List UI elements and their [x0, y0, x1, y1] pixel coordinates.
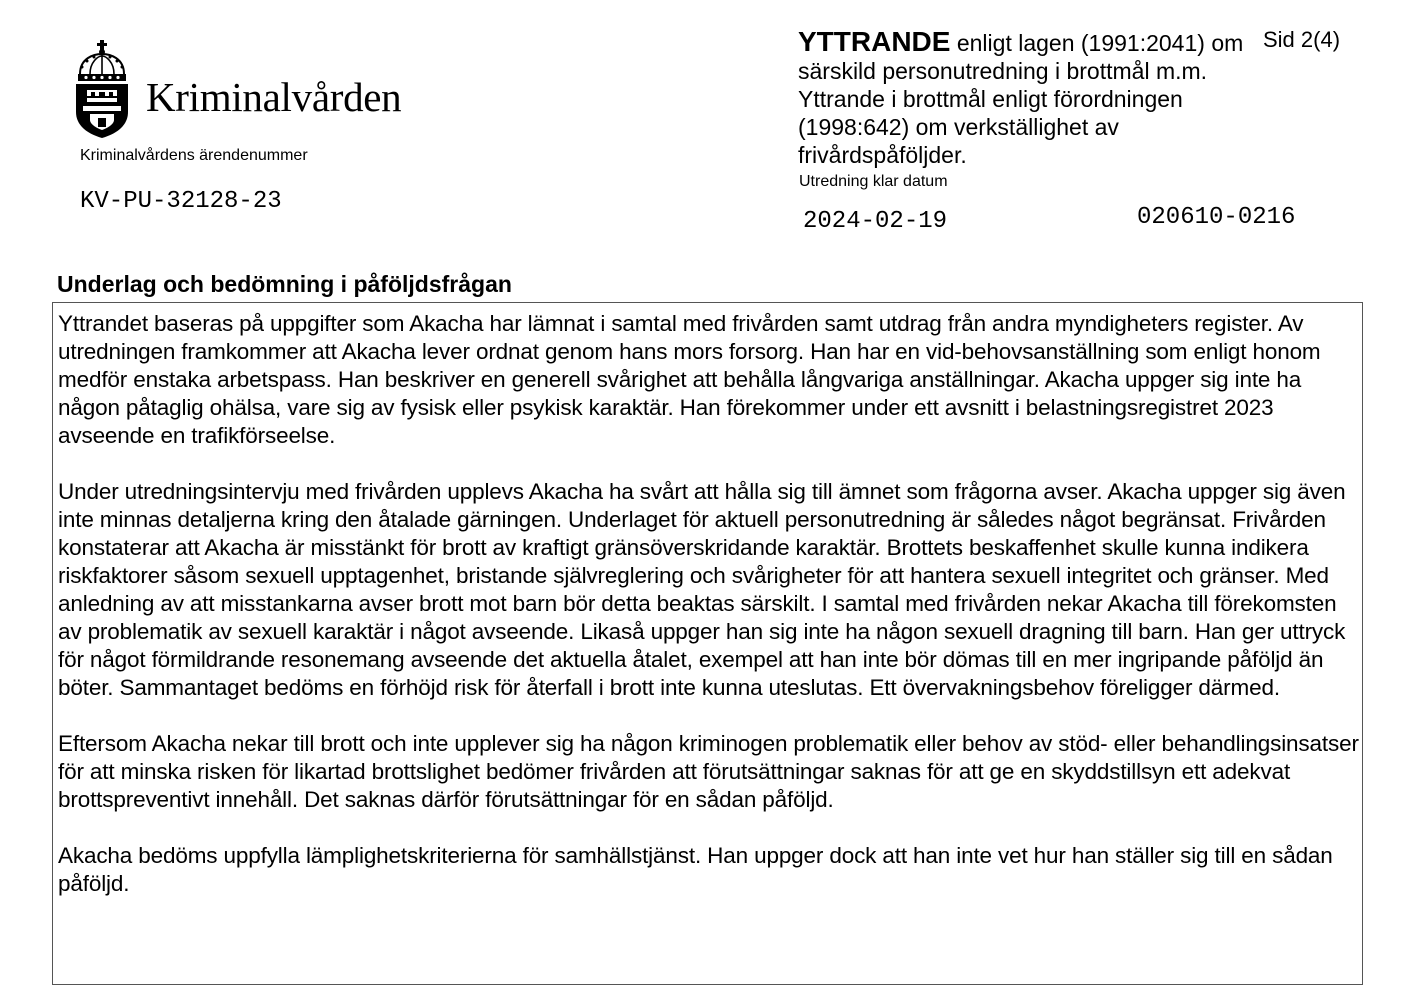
- document-title-strong: YTTRANDE: [798, 26, 951, 57]
- case-number-label: Kriminalvårdens ärendenummer: [80, 147, 308, 164]
- assessment-text-box: [52, 302, 1363, 985]
- date-value: 2024-02-19: [803, 208, 948, 235]
- document-title: [798, 28, 1258, 169]
- section-heading: Underlag och bedömning i påföljdsfrågan: [57, 271, 512, 297]
- paragraph: Under utredningsintervju med frivården upplevs Akacha ha svårt att hålla sig till ämnet som frågorna avser. Akacha uppger sig även inte minnas detaljerna kring den åtalade gärningen. Underlaget för aktuell personutredning är således något begränsat. Frivården konstaterar att Akacha är misstänkt för brott av kraftigt gränsöverskridande karaktär. Brottets beskaffenhet skulle kunna indikera riskfaktorer såsom sexuell upptagenhet, bristande självreglering och svårigheter för att hantera sexuell integritet och gränser. Med anledning av att misstankarna avser brott mot barn bör detta beaktas särskilt. I samtal med frivården nekar Akacha till förekomsten av problematik av sexuell karaktär i något avseende. Likaså uppger han sig inte ha någon sexuell dragning till barn. Han ger uttryck för något förmildrande resonemang avseende det aktuella åtalet, exempel att han inte bör dömas till en mer ingripande påföljd än böter. Sammantaget bedöms en förhöjd risk för återfall i brott inte kunna uteslutas. Ett övervakningsbehov föreligger därmed.: [58, 479, 1346, 700]
- person-number: 020610-0216: [1137, 204, 1296, 231]
- page-indicator: Sid 2(4): [1263, 27, 1341, 52]
- paragraph: Eftersom Akacha nekar till brott och inte upplever sig ha någon kriminogen problematik eller behov av stöd- eller behandlingsinsatser för att minska risken för likartad brottslighet bedömer frivården att förutsättningar saknas för att ge en skyddstillsyn ett adekvat brottspreventivt innehåll. Det saknas därför förutsättningar för en sådan påföljd.: [58, 731, 1359, 812]
- paragraph: Akacha bedöms uppfylla lämplighetskriterierna för samhällstjänst. Han uppger dock att han inte vet hur han ställer sig till en sådan påföljd.: [58, 843, 1333, 896]
- assessment-text: [58, 310, 1363, 926]
- crown-shield-emblem-icon: [72, 40, 132, 140]
- case-number: KV-PU-32128-23: [80, 188, 282, 215]
- date-label: Utredning klar datum: [799, 173, 948, 190]
- organization-name: Kriminalvården: [146, 74, 402, 120]
- paragraph: Yttrandet baseras på uppgifter som Akacha har lämnat i samtal med frivården samt utdrag från andra myndigheters register. Av utredningen framkommer att Akacha lever ordnat genom hans mors forsorg. Han har en vid-behovsanställning som enligt honom medför enstaka arbetspass. Han beskriver en generell svårighet att behålla långvariga anställningar. Akacha uppger sig inte ha någon påtaglig ohälsa, vare sig av fysisk eller psykisk karaktär. Han förekommer under ett avsnitt i belastningsregistret 2023 avseende en trafikförseelse.: [58, 311, 1321, 448]
- document-title-rest: enligt lagen (1991:2041) om särskild personutredning i brottmål m.m. Yttrande i brottmål enligt förordningen (1998:642) om verkställighet av frivårdspåföljder.: [798, 30, 1244, 168]
